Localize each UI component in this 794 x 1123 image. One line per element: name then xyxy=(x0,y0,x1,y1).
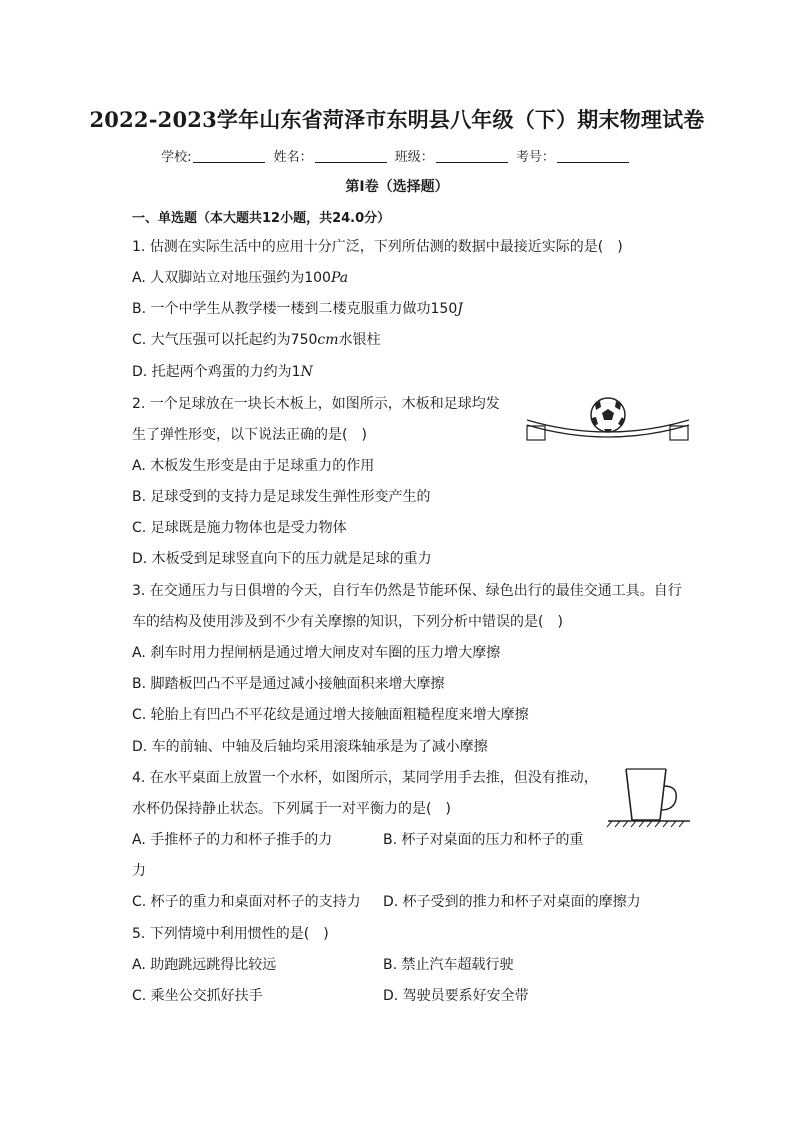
q2-stem-line1: 2. 一个足球放在一块长木板上，如图所示，木板和足球均发 xyxy=(132,396,500,412)
q3-option-a[interactable]: A. 刹车时用力捏闸柄是通过增大闸皮对车圈的压力增大摩擦 xyxy=(132,645,501,661)
q3-option-d[interactable]: D. 车的前轴、中轴及后轴均采用滚珠轴承是为了减小摩擦 xyxy=(132,739,488,755)
class-blank[interactable] xyxy=(436,150,508,163)
q4-option-d[interactable]: D. 杯子受到的推力和杯子对桌面的摩擦力 xyxy=(383,894,641,910)
q1-option-c-text: C. 大气压强可以托起约为750 xyxy=(132,332,318,348)
q3-stem-line2: 车的结构及使用涉及到不少有关摩擦的知识，下列分析中错误的是( ) xyxy=(132,614,563,630)
q5-option-d[interactable]: D. 驾驶员要系好安全带 xyxy=(383,988,529,1004)
q1-option-c[interactable] xyxy=(132,330,381,350)
name-label: 姓名： xyxy=(273,150,313,165)
soccer-ball-on-board-figure xyxy=(524,396,692,444)
q4-stem-line2: 水杯仍保持静止状态。下列属于一对平衡力的是( ) xyxy=(132,801,451,817)
q4-stem-line1: 4. 在水平桌面上放置一个水杯，如图所示，某同学用手去推，但没有推动， xyxy=(132,770,598,786)
q5-option-a[interactable]: A. 助跑跳远跳得比较远 xyxy=(132,957,277,973)
exam-no-label: 考号： xyxy=(515,150,555,165)
q1-option-c-unit: cm xyxy=(317,332,339,348)
q1-stem: 1. 估测在实际生活中的应用十分广泛，下列所估测的数据中最接近实际的是( ) xyxy=(132,239,623,255)
q5-stem: 5. 下列情境中利用惯性的是( ) xyxy=(132,926,329,942)
name-blank[interactable] xyxy=(315,150,387,163)
q2-option-a[interactable]: A. 木板发生形变是由于足球重力的作用 xyxy=(132,458,375,474)
q2-stem-line2: 生了弹性形变，以下说法正确的是( ) xyxy=(132,427,367,443)
cup-on-table-figure xyxy=(606,766,692,828)
q1-option-a-text: A. 人双脚站立对地压强约为100 xyxy=(132,270,331,286)
q2-option-c[interactable]: C. 足球既是施力物体也是受力物体 xyxy=(132,520,347,536)
school-label: 学校: xyxy=(161,150,192,165)
cup-icon xyxy=(626,769,676,820)
q3-stem-line1: 3. 在交通压力与日俱增的今天，自行车仍然是节能环保、绿色出行的最佳交通工具。自行 xyxy=(132,583,682,599)
q1-option-d[interactable] xyxy=(132,362,313,382)
q1-option-a[interactable] xyxy=(132,268,348,288)
q4-option-b[interactable]: B. 杯子对桌面的压力和杯子的重 xyxy=(383,832,584,848)
q1-option-b-unit: J xyxy=(457,301,463,317)
q1-option-c-tail: 水银柱 xyxy=(338,332,381,348)
exam-no-blank[interactable] xyxy=(557,150,629,163)
table-hatching xyxy=(607,821,684,827)
q5-option-b[interactable]: B. 禁止汽车超载行驶 xyxy=(383,957,514,973)
q3-option-b[interactable]: B. 脚踏板凹凸不平是通过减小接触面积来增大摩擦 xyxy=(132,676,445,692)
q4-option-a[interactable]: A. 手推杯子的力和杯子推手的力 xyxy=(132,832,333,848)
q1-option-d-text: D. 托起两个鸡蛋的力约为1 xyxy=(132,364,301,380)
class-label: 班级： xyxy=(394,150,434,165)
exam-title: 2022-2023学年山东省菏泽市东明县八年级（下）期末物理试卷 xyxy=(89,107,705,132)
soccer-ball-icon xyxy=(591,398,625,432)
q4-option-b-wrap: 力 xyxy=(132,863,146,879)
student-info-row xyxy=(0,146,794,165)
q1-option-b[interactable] xyxy=(132,299,463,319)
q3-option-c[interactable]: C. 轮胎上有凹凸不平花纹是通过增大接触面粗糙程度来增大摩擦 xyxy=(132,707,529,723)
q2-option-b[interactable]: B. 足球受到的支持力是足球发生弹性形变产生的 xyxy=(132,489,431,505)
q2-option-d[interactable]: D. 木板受到足球竖直向下的压力就是足球的重力 xyxy=(132,551,432,567)
q1-option-a-unit: Pa xyxy=(330,270,349,286)
section-title: 一、单选题（本大题共12小题，共24.0分） xyxy=(132,211,391,226)
q1-option-d-unit: N xyxy=(300,364,313,380)
school-blank[interactable] xyxy=(193,150,265,163)
q5-option-c[interactable]: C. 乘坐公交抓好扶手 xyxy=(132,988,263,1004)
q1-option-b-text: B. 一个中学生从教学楼一楼到二楼克服重力做功150 xyxy=(132,301,458,317)
part-title: 第Ⅰ卷（选择题） xyxy=(345,179,449,195)
q4-option-c[interactable]: C. 杯子的重力和桌面对杯子的支持力 xyxy=(132,894,361,910)
